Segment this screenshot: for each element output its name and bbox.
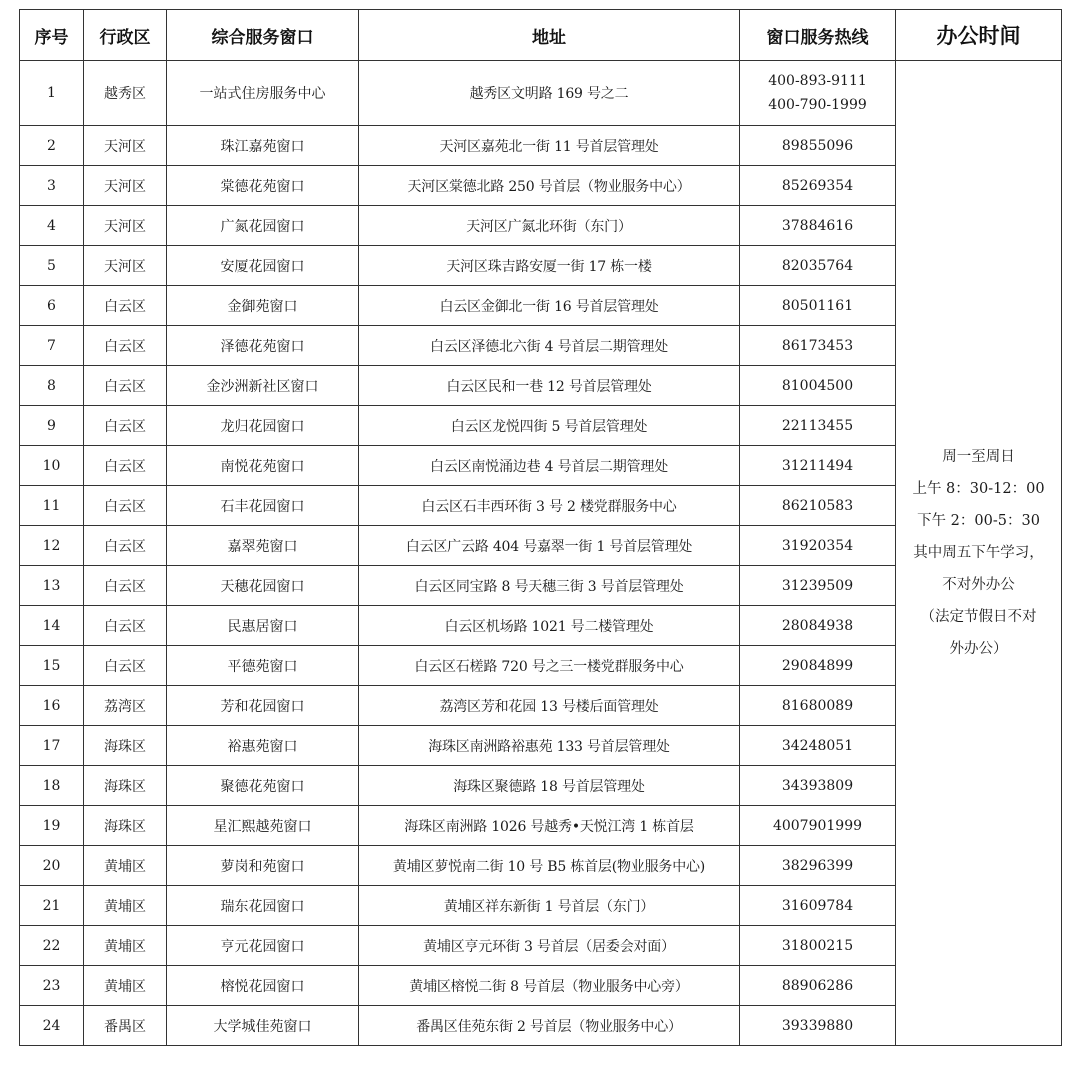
cell-hotline: 28084938 [740, 606, 896, 646]
cell-window: 聚德花苑窗口 [167, 766, 359, 806]
cell-address: 白云区泽德北六街 4 号首层二期管理处 [359, 326, 740, 366]
header-district: 行政区 [84, 10, 167, 61]
cell-address: 天河区嘉苑北一街 11 号首层管理处 [359, 126, 740, 166]
cell-seq: 17 [20, 726, 84, 766]
cell-seq: 13 [20, 566, 84, 606]
hours-line: 下午 2：00-5：30 [917, 513, 1040, 529]
cell-district: 白云区 [84, 646, 167, 686]
hours-line: 不对外办公 [942, 577, 1015, 593]
cell-address: 黄埔区祥东新街 1 号首层（东门） [359, 886, 740, 926]
cell-hotline: 22113455 [740, 406, 896, 446]
cell-window: 民惠居窗口 [167, 606, 359, 646]
cell-seq: 14 [20, 606, 84, 646]
cell-hotline: 80501161 [740, 286, 896, 326]
cell-hotline: 31800215 [740, 926, 896, 966]
hours-line: 周一至周日 [942, 449, 1015, 465]
cell-window: 石丰花园窗口 [167, 486, 359, 526]
cell-district: 黄埔区 [84, 886, 167, 926]
cell-seq: 16 [20, 686, 84, 726]
cell-district: 白云区 [84, 326, 167, 366]
header-seq: 序号 [20, 10, 84, 61]
cell-district: 白云区 [84, 286, 167, 326]
header-hours: 办公时间 [896, 10, 1062, 61]
cell-window: 榕悦花园窗口 [167, 966, 359, 1006]
cell-address: 白云区机场路 1021 号二楼管理处 [359, 606, 740, 646]
cell-district: 天河区 [84, 246, 167, 286]
cell-district: 海珠区 [84, 766, 167, 806]
cell-window: 龙归花园窗口 [167, 406, 359, 446]
header-address: 地址 [359, 10, 740, 61]
cell-seq: 8 [20, 366, 84, 406]
cell-district: 白云区 [84, 366, 167, 406]
cell-window: 瑞东花园窗口 [167, 886, 359, 926]
cell-district: 白云区 [84, 406, 167, 446]
cell-hotline: 81004500 [740, 366, 896, 406]
cell-window: 天穗花园窗口 [167, 566, 359, 606]
header-window: 综合服务窗口 [167, 10, 359, 61]
cell-address: 海珠区南洲路 1026 号越秀•天悦江湾 1 栋首层 [359, 806, 740, 846]
cell-window: 南悦花苑窗口 [167, 446, 359, 486]
cell-district: 天河区 [84, 206, 167, 246]
cell-district: 白云区 [84, 446, 167, 486]
cell-seq: 6 [20, 286, 84, 326]
cell-hotline: 4007901999 [740, 806, 896, 846]
cell-seq: 24 [20, 1006, 84, 1046]
cell-district: 白云区 [84, 486, 167, 526]
cell-hotline: 31609784 [740, 886, 896, 926]
cell-window: 萝岗和苑窗口 [167, 846, 359, 886]
cell-address: 黄埔区榕悦二街 8 号首层（物业服务中心旁） [359, 966, 740, 1006]
cell-address: 白云区广云路 404 号嘉翠一街 1 号首层管理处 [359, 526, 740, 566]
cell-hotline: 37884616 [740, 206, 896, 246]
cell-district: 天河区 [84, 166, 167, 206]
cell-district: 黄埔区 [84, 966, 167, 1006]
cell-seq: 15 [20, 646, 84, 686]
cell-hotline: 29084899 [740, 646, 896, 686]
cell-hotline: 89855096 [740, 126, 896, 166]
cell-seq: 12 [20, 526, 84, 566]
cell-seq: 20 [20, 846, 84, 886]
cell-window: 嘉翠苑窗口 [167, 526, 359, 566]
cell-address: 番禺区佳苑东街 2 号首层（物业服务中心） [359, 1006, 740, 1046]
cell-hotline: 82035764 [740, 246, 896, 286]
cell-window: 棠德花苑窗口 [167, 166, 359, 206]
header-hotline: 窗口服务热线 [740, 10, 896, 61]
hours-line: 上午 8：30-12：00 [912, 481, 1045, 497]
cell-address: 白云区石丰西环街 3 号 2 楼党群服务中心 [359, 486, 740, 526]
cell-address: 海珠区聚德路 18 号首层管理处 [359, 766, 740, 806]
cell-address: 白云区同宝路 8 号天穗三街 3 号首层管理处 [359, 566, 740, 606]
cell-address: 天河区广氮北环街（东门） [359, 206, 740, 246]
cell-seq: 7 [20, 326, 84, 366]
cell-district: 黄埔区 [84, 846, 167, 886]
cell-address: 白云区石槎路 720 号之三一楼党群服务中心 [359, 646, 740, 686]
cell-address: 白云区民和一巷 12 号首层管理处 [359, 366, 740, 406]
cell-window: 金御苑窗口 [167, 286, 359, 326]
cell-window: 裕惠苑窗口 [167, 726, 359, 766]
hotline-number: 400-893-9111 [768, 73, 867, 89]
cell-hotline: 39339880 [740, 1006, 896, 1046]
cell-window: 芳和花园窗口 [167, 686, 359, 726]
cell-window: 泽德花苑窗口 [167, 326, 359, 366]
cell-address: 天河区棠德北路 250 号首层（物业服务中心） [359, 166, 740, 206]
cell-seq: 4 [20, 206, 84, 246]
cell-district: 天河区 [84, 126, 167, 166]
cell-address: 黄埔区萝悦南二街 10 号 B5 栋首层(物业服务中心) [359, 846, 740, 886]
cell-hotline: 31211494 [740, 446, 896, 486]
cell-hotline: 31239509 [740, 566, 896, 606]
cell-window: 大学城佳苑窗口 [167, 1006, 359, 1046]
cell-hotline: 34393809 [740, 766, 896, 806]
cell-window: 亨元花园窗口 [167, 926, 359, 966]
cell-district: 海珠区 [84, 726, 167, 766]
cell-window: 星汇熙越苑窗口 [167, 806, 359, 846]
cell-window: 安厦花园窗口 [167, 246, 359, 286]
cell-district: 越秀区 [84, 61, 167, 126]
cell-seq: 9 [20, 406, 84, 446]
cell-seq: 19 [20, 806, 84, 846]
cell-district: 荔湾区 [84, 686, 167, 726]
cell-window: 广氮花园窗口 [167, 206, 359, 246]
cell-seq: 11 [20, 486, 84, 526]
cell-address: 荔湾区芳和花园 13 号楼后面管理处 [359, 686, 740, 726]
cell-office-hours [896, 61, 1062, 1046]
cell-address: 白云区南悦涌边巷 4 号首层二期管理处 [359, 446, 740, 486]
cell-seq: 10 [20, 446, 84, 486]
table-row [20, 61, 1062, 126]
cell-district: 黄埔区 [84, 926, 167, 966]
cell-seq: 21 [20, 886, 84, 926]
hours-line: 外办公） [949, 641, 1008, 657]
cell-hotline: 86173453 [740, 326, 896, 366]
hours-line: （法定节假日不对 [920, 609, 1037, 625]
cell-district: 白云区 [84, 606, 167, 646]
cell-hotline: 34248051 [740, 726, 896, 766]
cell-address: 白云区龙悦四街 5 号首层管理处 [359, 406, 740, 446]
cell-seq: 22 [20, 926, 84, 966]
cell-window: 平德苑窗口 [167, 646, 359, 686]
service-window-table [19, 9, 1062, 1046]
cell-address: 海珠区南洲路裕惠苑 133 号首层管理处 [359, 726, 740, 766]
cell-hotline: 31920354 [740, 526, 896, 566]
cell-hotline: 88906286 [740, 966, 896, 1006]
cell-address: 白云区金御北一街 16 号首层管理处 [359, 286, 740, 326]
table-header-row [20, 10, 1062, 61]
cell-district: 白云区 [84, 526, 167, 566]
cell-district: 白云区 [84, 566, 167, 606]
cell-hotline [740, 61, 896, 126]
cell-hotline: 85269354 [740, 166, 896, 206]
cell-hotline: 38296399 [740, 846, 896, 886]
cell-seq: 1 [20, 61, 84, 126]
cell-seq: 3 [20, 166, 84, 206]
cell-address: 越秀区文明路 169 号之二 [359, 61, 740, 126]
cell-seq: 23 [20, 966, 84, 1006]
cell-window: 金沙洲新社区窗口 [167, 366, 359, 406]
cell-seq: 18 [20, 766, 84, 806]
cell-address: 天河区珠吉路安厦一街 17 栋一楼 [359, 246, 740, 286]
cell-hotline: 81680089 [740, 686, 896, 726]
cell-address: 黄埔区亨元环街 3 号首层（居委会对面） [359, 926, 740, 966]
cell-district: 海珠区 [84, 806, 167, 846]
hotline-number: 400-790-1999 [768, 97, 867, 113]
cell-hotline: 86210583 [740, 486, 896, 526]
cell-window: 一站式住房服务中心 [167, 61, 359, 126]
hours-line: 其中周五下午学习， [913, 545, 1044, 561]
cell-seq: 5 [20, 246, 84, 286]
cell-seq: 2 [20, 126, 84, 166]
cell-district: 番禺区 [84, 1006, 167, 1046]
cell-window: 珠江嘉苑窗口 [167, 126, 359, 166]
